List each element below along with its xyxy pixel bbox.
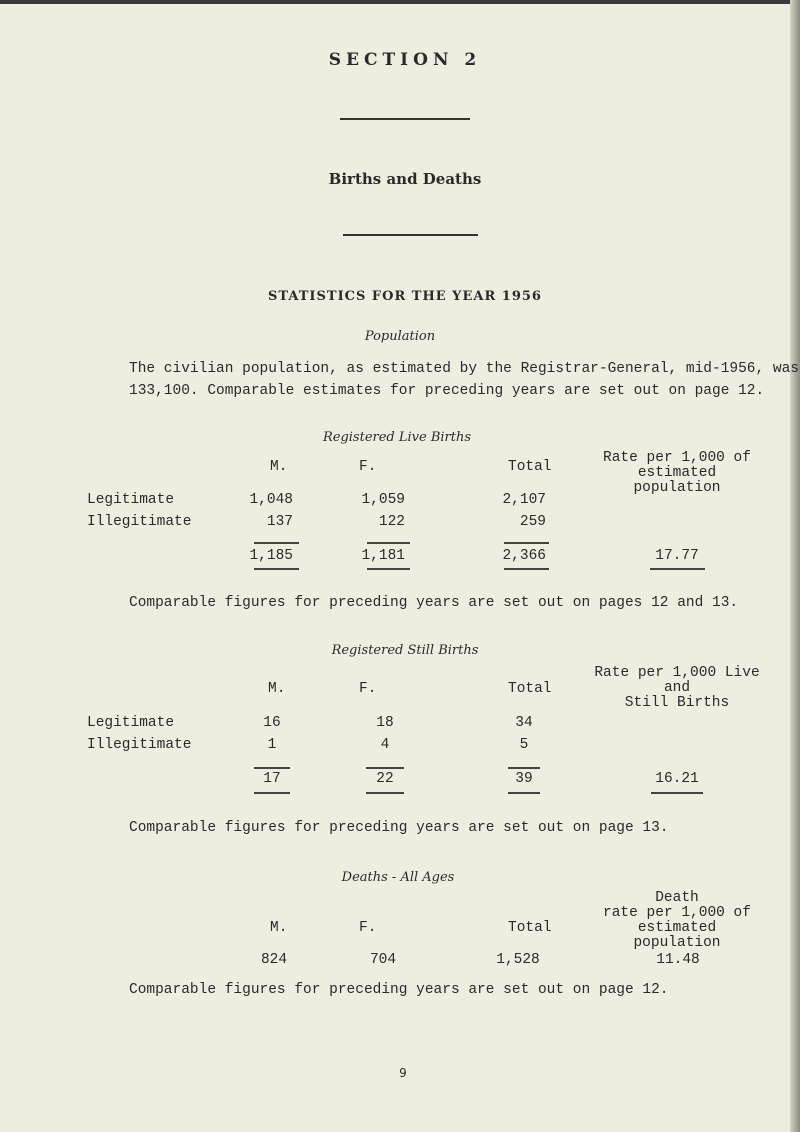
rate-header-line: rate per 1,000 of [603, 905, 751, 921]
row-label: Illegitimate [87, 737, 192, 753]
population-text-line1: The civilian population, as estimated by the Registrar-General, mid-1956, was [129, 361, 800, 377]
table-heading: Deaths - All Ages [341, 870, 455, 885]
cell-total: 34 [515, 715, 533, 731]
table-heading: Registered Live Births [322, 430, 472, 445]
total-total: 2,366 [502, 548, 546, 564]
cell-m: 824 [260, 952, 288, 968]
cell-total: 1,528 [496, 952, 540, 968]
rate-header-line: estimated [637, 920, 717, 936]
rate-header-line: population [633, 935, 721, 951]
rate-header-line: Death [655, 890, 699, 906]
column-header-f: F. [359, 459, 377, 475]
column-header-f: F. [359, 920, 377, 936]
cell-f: 4 [380, 737, 390, 753]
population-heading: Population [364, 329, 436, 344]
column-header-total: Total [508, 920, 552, 936]
total-m: 17 [263, 771, 281, 787]
total-f: 1,181 [361, 548, 405, 564]
total-total: 39 [515, 771, 533, 787]
scan-edge-right [790, 0, 800, 1132]
rate-header-line: Rate per 1,000 Live [594, 665, 760, 681]
cell-f: 18 [376, 715, 394, 731]
row-label: Illegitimate [87, 514, 192, 530]
column-header-total: Total [508, 681, 552, 697]
divider [343, 234, 478, 236]
table-note: Comparable figures for preceding years are set out on page 12. [129, 982, 669, 998]
table-heading: Registered Still Births [331, 643, 479, 658]
rate-header-line: Rate per 1,000 of [603, 450, 751, 466]
cell-total: 259 [519, 514, 546, 530]
cell-total: 5 [519, 737, 529, 753]
column-header-m: M. [270, 459, 288, 475]
total-m: 1,185 [249, 548, 293, 564]
row-label: Legitimate [87, 492, 175, 508]
table-note: Comparable figures for preceding years are set out on page 13. [129, 820, 669, 836]
total-f: 22 [376, 771, 394, 787]
statistics-heading: STATISTICS FOR THE YEAR 1956 [268, 289, 542, 304]
cell-f: 1,059 [361, 492, 405, 508]
row-label: Legitimate [87, 715, 175, 731]
rate-header [594, 666, 759, 711]
cell-f: 122 [378, 514, 405, 530]
cell-m: 137 [266, 514, 293, 530]
column-header-m: M. [270, 920, 288, 936]
cell-total: 2,107 [502, 492, 546, 508]
cell-m: 16 [263, 715, 281, 731]
cell-f: 704 [369, 952, 397, 968]
cell-m: 1 [267, 737, 277, 753]
rate-header-line: Still Births [624, 695, 730, 711]
column-header-total: Total [508, 459, 552, 475]
rate-header-line: population [633, 480, 721, 496]
cell-rate: 11.48 [656, 952, 700, 968]
column-header-m: M. [268, 681, 286, 697]
page-number: 9 [399, 1066, 407, 1080]
column-header-f: F. [359, 681, 377, 697]
page-title: Births and Deaths [328, 170, 482, 188]
scan-edge-top [0, 0, 800, 4]
total-rate: 16.21 [655, 771, 699, 787]
rate-header [603, 451, 751, 496]
population-text-line2: 133,100. Comparable estimates for preceding years are set out on page 12. [129, 383, 765, 399]
rate-header-line: and [663, 680, 691, 696]
divider [340, 118, 470, 120]
total-rate: 17.77 [655, 548, 699, 564]
rate-header [603, 891, 751, 951]
rate-header-line: estimated [637, 465, 717, 481]
section-heading: SECTION 2 [328, 50, 482, 70]
cell-m: 1,048 [249, 492, 293, 508]
table-note: Comparable figures for preceding years are set out on pages 12 and 13. [129, 595, 739, 611]
